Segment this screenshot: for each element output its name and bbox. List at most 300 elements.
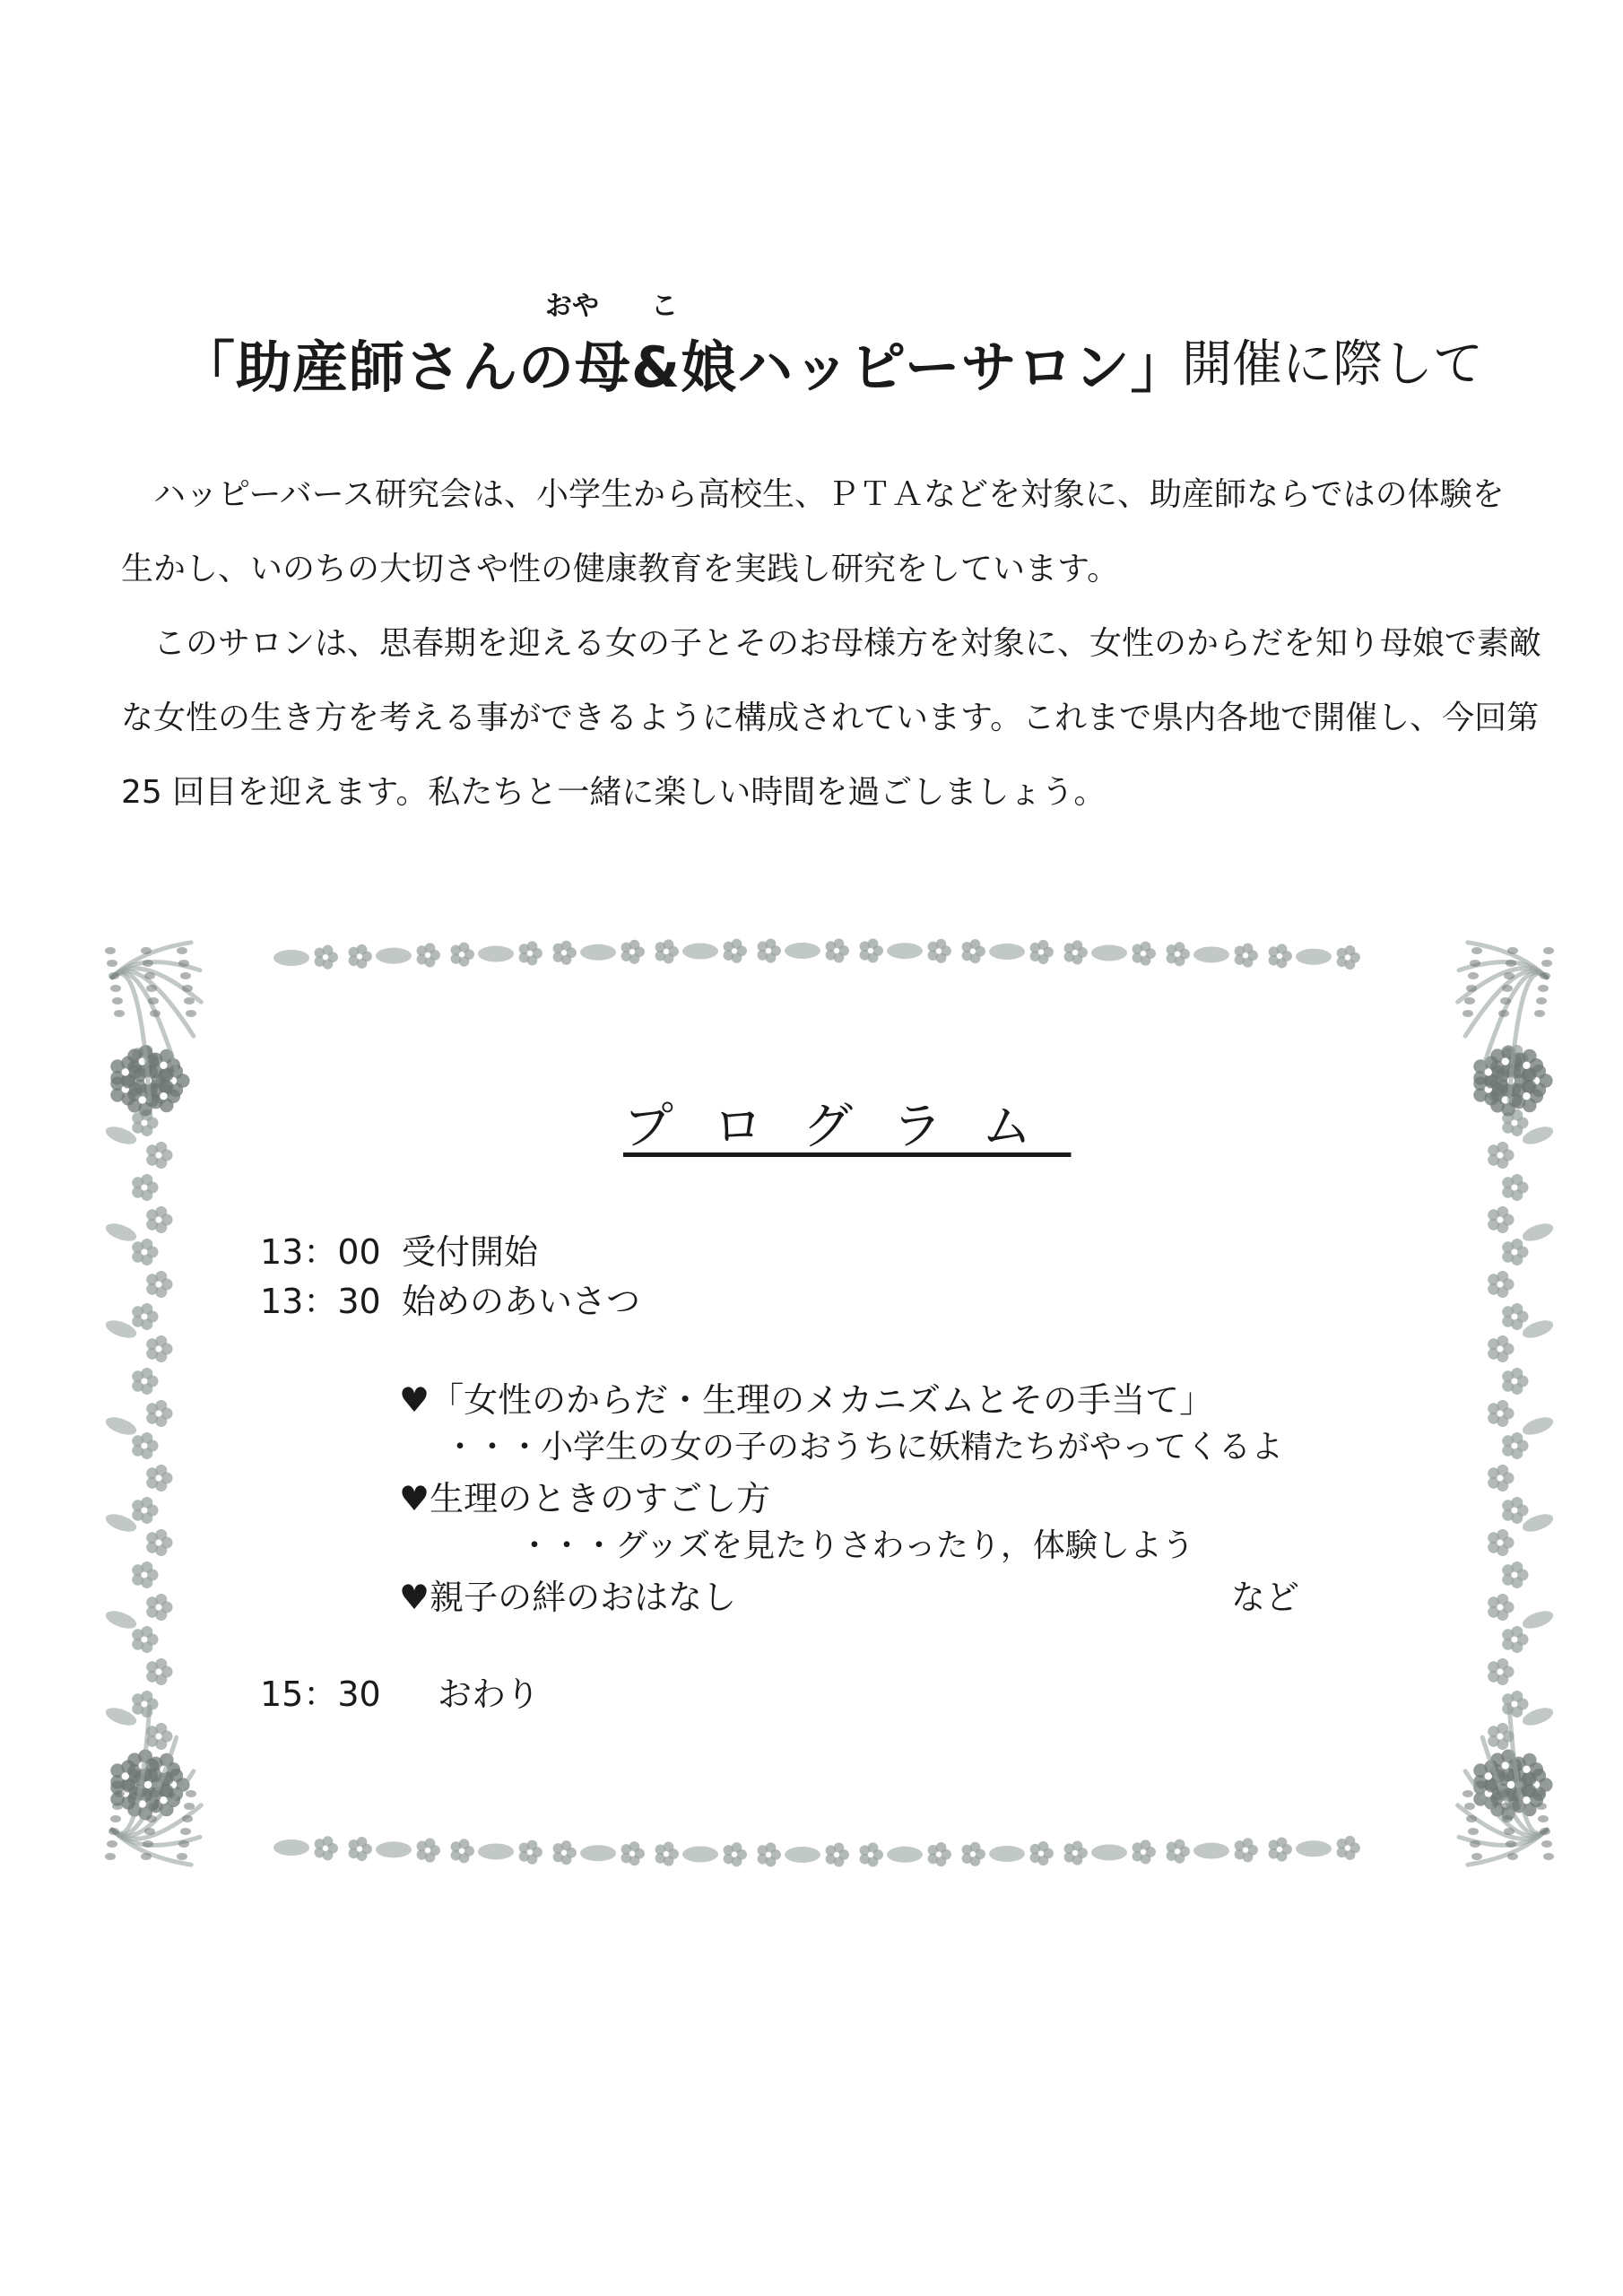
wheat-grain-icon [1540,1828,1550,1835]
wheat-grain-icon [105,947,116,954]
flower-center-icon [160,1062,167,1069]
wheat-grain-icon [1500,1803,1511,1810]
flower-center-icon [139,1096,146,1103]
flower-center-icon [629,949,635,954]
flower-center-icon [766,948,771,953]
schedule-item [260,1274,640,1323]
flower-petal-icon [144,1769,159,1783]
wheat-grain-icon [1543,947,1554,954]
flower-center-icon [1502,1057,1509,1065]
flower-center-icon [142,1637,148,1643]
wheat-grain-icon [186,1790,196,1797]
schedule-time: 13：00 [260,1232,381,1272]
wheat-grain-icon [1468,1828,1479,1835]
flower-petal-icon [1141,942,1151,952]
leaf-icon [1296,949,1332,965]
wheat-grain-icon [1498,1010,1509,1017]
wheat-grain-icon [180,972,191,979]
page-title: 「助産師さんの母&娘ハッピーサロン」 [179,335,1187,400]
flower-petal-icon [357,944,368,955]
flower-center-icon [732,948,737,953]
wheat-grain-icon [178,1840,189,1848]
wheat-grain-icon [1534,1790,1545,1797]
flower-center-icon [1497,1475,1504,1482]
flower-center-icon [1497,1217,1504,1223]
flower-center-icon [868,948,873,953]
wheat-grain-icon [105,1853,116,1860]
leaf-icon [580,944,616,961]
flower-center-icon [1345,954,1350,960]
flower-center-icon [1175,952,1180,957]
flower-center-icon [1497,1734,1504,1740]
flower-center-icon [156,1411,162,1417]
flower-center-icon [1512,1120,1518,1126]
flower-center-icon [1502,1761,1509,1769]
schedule-text: おわり [438,1674,541,1714]
flower-center-icon [156,1346,162,1352]
flower-center-icon [970,1851,976,1857]
flower-petal-icon [1511,1239,1523,1250]
flower-center-icon [1038,949,1044,954]
flower-petal-icon [1345,945,1356,956]
intro-line: ハッピーバース研究会は、小学生から高校生、ＰＴＡなどを対象に、助産師ならではの体験を [121,476,1505,513]
wheat-grain-icon [143,1840,153,1848]
flower-center-icon [1512,1508,1518,1514]
program-session: ♥生理のときのすごし方 [399,1479,771,1518]
flower-center-icon [142,1314,148,1320]
intro-text [121,457,1565,830]
program-session-note: ・・・グッズを見たりさわったり，体験しよう [518,1527,1194,1564]
flower-center-icon [156,1669,162,1675]
flower-center-icon [1512,1701,1518,1708]
wheat-grain-icon [146,1815,157,1822]
leaf-icon [273,1839,309,1856]
wheat-grain-icon [1468,972,1479,979]
header [0,291,1623,404]
flower-center-icon [142,1701,148,1708]
flower-center-icon [142,1120,148,1126]
leaf-icon [376,948,412,964]
flower-center-icon [1523,1796,1530,1804]
flower-petal-icon [664,1842,674,1853]
schedule-item [260,1666,540,1716]
flower-center-icon [527,1849,533,1855]
flower-center-icon [1345,1845,1350,1850]
leaf-icon [989,1846,1025,1862]
flower-center-icon [357,1846,362,1851]
flower-center-icon [1277,953,1282,959]
wheat-grain-icon [108,1828,119,1835]
wheat-grain-icon [1541,960,1552,967]
flower-petal-icon [1497,1723,1508,1735]
flower-petal-icon [155,1206,167,1218]
leaf-icon [887,943,923,959]
flower-petal-icon [1038,1841,1049,1852]
flower-petal-icon [1038,940,1049,951]
flower-petal-icon [155,1400,167,1412]
flower-center-icon [1512,1572,1518,1578]
flower-center-icon [868,1852,873,1857]
wheat-grain-icon [1462,1790,1473,1797]
flower-petal-icon [141,1626,152,1638]
flower-petal-icon [970,1842,981,1853]
flower-center-icon [156,1217,162,1223]
wheat-grain-icon [177,1853,187,1860]
wheat-grain-icon [1504,1828,1515,1835]
wheat-grain-icon [1471,947,1482,954]
flower-center-icon [561,950,567,955]
flower-center-icon [629,1851,635,1857]
wheat-grain-icon [150,1010,161,1017]
wheat-grain-icon [1464,1803,1475,1810]
leaf-icon [273,950,309,966]
flower-center-icon [1512,1185,1518,1191]
flower-petal-icon [1511,1561,1523,1573]
flower-center-icon [1497,1346,1504,1352]
flower-petal-icon [155,1335,167,1347]
wheat-grain-icon [1538,1815,1549,1822]
wheat-grain-icon [1536,1803,1547,1810]
leaf-icon [580,1845,616,1861]
flower-center-icon [1497,1540,1504,1546]
flower-petal-icon [527,941,538,952]
leaf-icon [682,944,718,960]
flower-center-icon [1512,1378,1518,1385]
flower-center-icon [323,1846,328,1851]
wheat-grain-icon [1507,947,1518,954]
flower-petal-icon [1497,1335,1508,1347]
flower-center-icon [1497,1282,1504,1288]
wheat-grain-icon [110,985,121,992]
wheat-grain-icon [148,1803,159,1810]
schedule-time: 13：30 [260,1282,381,1321]
flower-center-icon [1277,1847,1282,1852]
schedule-text: 始めのあいさつ [402,1282,641,1321]
wheat-grain-icon [141,947,152,954]
flower-petal-icon [155,1142,167,1153]
wheat-grain-icon [1506,1840,1516,1848]
wheat-grain-icon [1534,1010,1545,1017]
flower-center-icon [1512,1314,1518,1320]
intro-line: な女性の生き方を考える事ができるように構成されています。これまで県内各地で開催し、今回第 [121,700,1540,736]
program-title: プログラム [623,1098,1072,1156]
wheat-grain-icon [114,1790,125,1797]
wheat-grain-icon [144,1828,155,1835]
schedule-time: 15：30 [260,1674,381,1714]
wheat-grain-icon [177,947,187,954]
flower-petal-icon [1511,1691,1523,1702]
wheat-grain-icon [182,985,193,992]
wheat-grain-icon [180,1828,191,1835]
flower-center-icon [425,1848,430,1853]
flower-center-icon [834,1852,839,1857]
flower-petal-icon [425,1839,436,1849]
flower-center-icon [142,1508,148,1514]
wheat-grain-icon [107,960,117,967]
wheat-grain-icon [114,1010,125,1017]
flower-petal-icon [323,1836,334,1847]
leaf-icon [989,944,1025,960]
flower-petal-icon [1497,1400,1508,1412]
flower-petal-icon [1511,1497,1523,1509]
flower-center-icon [459,952,464,957]
page-subtitle: 開催に際して [1182,335,1483,394]
flower-petal-icon [1523,1753,1537,1768]
flower-center-icon [1507,1781,1515,1788]
wheat-grain-icon [150,1790,161,1797]
flower-petal-icon [1345,1836,1356,1847]
flower-center-icon [1497,1669,1504,1675]
flower-center-icon [936,948,942,953]
leaf-icon [103,1220,138,1244]
wheat-grain-icon [1464,997,1475,1004]
flower-petal-icon [561,941,572,952]
flower-petal-icon [868,1842,879,1853]
flower-petal-icon [1497,1465,1508,1476]
flower-center-icon [1497,1411,1504,1417]
flower-petal-icon [141,1174,152,1186]
flower-petal-icon [629,940,640,951]
wheat-grain-icon [1507,1853,1518,1860]
program-session: ♥親子の絆のおはなし [399,1578,737,1617]
flower-petal-icon [425,943,436,953]
flower-petal-icon [732,939,742,950]
flower-center-icon [142,1249,148,1256]
leaf-icon [1520,1413,1555,1438]
wheat-grain-icon [1498,1790,1509,1797]
flower-petal-icon [1497,1658,1508,1670]
flower-petal-icon [155,1465,167,1476]
flower-petal-icon [141,1561,152,1573]
leaf-icon [478,1843,514,1859]
wheat-grain-icon [178,960,189,967]
flower-center-icon [156,1475,162,1482]
flower-petal-icon [141,1239,152,1250]
flower-petal-icon [1511,1432,1523,1444]
flower-center-icon [156,1152,162,1159]
leaf-icon [103,1607,138,1631]
flower-petal-icon [1497,1142,1508,1153]
flower-center-icon [1141,951,1146,956]
flower-center-icon [1243,1848,1248,1853]
flower-center-icon [142,1443,148,1449]
flower-petal-icon [1511,1303,1523,1315]
flower-petal-icon [155,1271,167,1283]
flower-petal-icon [1523,1049,1537,1064]
flower-petal-icon [629,1841,640,1852]
leaf-icon [887,1847,923,1863]
flower-petal-icon [868,939,879,950]
leaf-icon [1091,945,1127,961]
leaf-icon [1091,1844,1127,1860]
wheat-grain-icon [146,985,157,992]
wheat-grain-icon [1500,997,1511,1004]
flower-center-icon [664,1851,669,1857]
flower-petal-icon [1497,1206,1508,1218]
flower-center-icon [1523,1062,1530,1069]
leaf-icon [1193,1843,1229,1859]
flower-center-icon [156,1540,162,1546]
wheat-grain-icon [1470,960,1480,967]
flower-center-icon [156,1734,162,1740]
flower-petal-icon [141,1432,152,1444]
schedule-item [260,1224,538,1274]
flower-center-icon [970,949,976,954]
flower-center-icon [357,953,362,959]
flower-petal-icon [155,1723,167,1735]
flower-petal-icon [834,1842,845,1853]
flower-center-icon [160,1796,167,1804]
flower-center-icon [936,1851,942,1857]
flower-center-icon [1523,1092,1530,1100]
flower-center-icon [1243,952,1248,958]
flower-petal-icon [141,1497,152,1509]
flower-petal-icon [1175,942,1185,952]
flower-petal-icon [323,945,334,956]
flower-center-icon [142,1378,148,1385]
program-session: ♥「女性のからだ・生理のメカニズムとその手当て」 [399,1380,1214,1420]
wheat-grain-icon [112,997,123,1004]
flower-center-icon [834,948,839,953]
wheat-grain-icon [1543,1853,1554,1860]
flower-petal-icon [155,1658,167,1670]
intro-line: このサロンは、思春期を迎える女の子とそのお母様方を対象に、女性のからだを知り母娘で素敵 [121,625,1542,662]
flower-petal-icon [1511,1174,1523,1186]
wheat-grain-icon [1466,985,1477,992]
flower-petal-icon [1243,1838,1254,1848]
leaf-icon [1520,1220,1555,1244]
flower-center-icon [425,952,430,958]
wheat-grain-icon [1504,972,1515,979]
wheat-grain-icon [1471,1853,1482,1860]
flower-center-icon [732,1852,737,1857]
wheat-grain-icon [1536,997,1547,1004]
wheat-grain-icon [107,1840,117,1848]
flower-petal-icon [1141,1839,1151,1850]
flower-petal-icon [459,943,470,953]
ruby-oya: おや [545,291,599,322]
flower-center-icon [1497,1152,1504,1159]
flower-center-icon [459,1848,464,1854]
flower-petal-icon [1497,1594,1508,1605]
flower-petal-icon [1511,1368,1523,1379]
flower-petal-icon [1497,1529,1508,1541]
flower-petal-icon [141,1368,152,1379]
flower-petal-icon [527,1840,538,1851]
flower-center-icon [1512,1443,1518,1449]
flower-petal-icon [1072,1840,1083,1851]
wheat-grain-icon [1502,985,1513,992]
flower-petal-icon [357,1837,368,1848]
wheat-grain-icon [1466,1815,1477,1822]
flower-petal-icon [155,1594,167,1605]
flower-petal-icon [1243,944,1254,954]
flower-center-icon [144,1781,152,1788]
flower-center-icon [160,1092,167,1100]
flower-petal-icon [561,1840,572,1851]
flower-petal-icon [459,1839,470,1849]
flower-petal-icon [970,939,981,950]
flower-center-icon [1072,950,1078,955]
leaf-icon [785,1847,820,1863]
flower-center-icon [1523,1766,1530,1773]
leaf-icon [785,943,820,959]
flower-center-icon [1175,1848,1180,1854]
schedule-text: 受付開始 [402,1232,539,1272]
leaf-icon [1296,1840,1332,1857]
leaf-icon [1193,946,1229,962]
flower-center-icon [561,1850,567,1856]
flower-petal-icon [732,1842,742,1853]
flower-petal-icon [141,1691,152,1702]
flower-center-icon [1072,1850,1078,1856]
wheat-grain-icon [182,1815,193,1822]
wheat-grain-icon [1470,1840,1480,1848]
leaf-icon [1520,1607,1555,1631]
flower-petal-icon [936,939,947,950]
flower-center-icon [142,1572,148,1578]
wheat-grain-icon [108,972,119,979]
flower-petal-icon [141,1303,152,1315]
wheat-grain-icon [1506,960,1516,967]
wheat-grain-icon [141,1853,152,1860]
wheat-grain-icon [112,1803,123,1810]
flower-petal-icon [766,939,777,950]
intro-line: 生かし、いのちの大切さや性の健康教育を実践し研究をしています。 [121,551,1120,587]
wheat-grain-icon [110,1815,121,1822]
ruby-ko: こ [651,291,678,322]
flower-center-icon [1497,1605,1504,1611]
wheat-grain-icon [184,1803,195,1810]
flower-center-icon [766,1852,771,1857]
flower-center-icon [527,951,533,956]
flower-petal-icon [1277,944,1288,954]
flower-center-icon [156,1282,162,1288]
flower-center-icon [1512,1637,1518,1643]
flower-petal-icon [1277,1837,1288,1848]
flower-center-icon [664,949,669,954]
flower-petal-icon [1511,1626,1523,1638]
wheat-grain-icon [186,1010,196,1017]
program-etc: など [1231,1578,1300,1617]
wheat-grain-icon [184,997,195,1004]
program-session-note: ・・・小学生の女の子のおうちに妖精たちがやってくるよ [444,1429,1284,1465]
wheat-grain-icon [1540,972,1550,979]
flower-center-icon [1038,1850,1044,1856]
leaf-icon [103,1413,138,1438]
leaf-icon [478,946,514,962]
flower-petal-icon [1072,940,1083,951]
wheat-grain-icon [1462,1010,1473,1017]
wheat-grain-icon [148,997,159,1004]
flower-center-icon [156,1605,162,1611]
flower-center-icon [323,954,328,960]
flower-petal-icon [155,1529,167,1541]
wheat-grain-icon [144,972,155,979]
intro-line: 25 回目を迎えます。私たちと一緒に楽しい時間を過ごしましょう。 [121,774,1107,811]
wheat-grain-icon [1541,1840,1552,1848]
leaf-icon [376,1841,412,1857]
flower-center-icon [142,1185,148,1191]
flower-petal-icon [936,1842,947,1853]
wheat-grain-icon [1538,985,1549,992]
flower-petal-icon [834,938,845,949]
wheat-grain-icon [1502,1815,1513,1822]
flower-center-icon [1141,1849,1146,1855]
flower-petal-icon [1175,1839,1185,1850]
wheat-grain-icon [143,960,153,967]
flower-petal-icon [1497,1271,1508,1283]
